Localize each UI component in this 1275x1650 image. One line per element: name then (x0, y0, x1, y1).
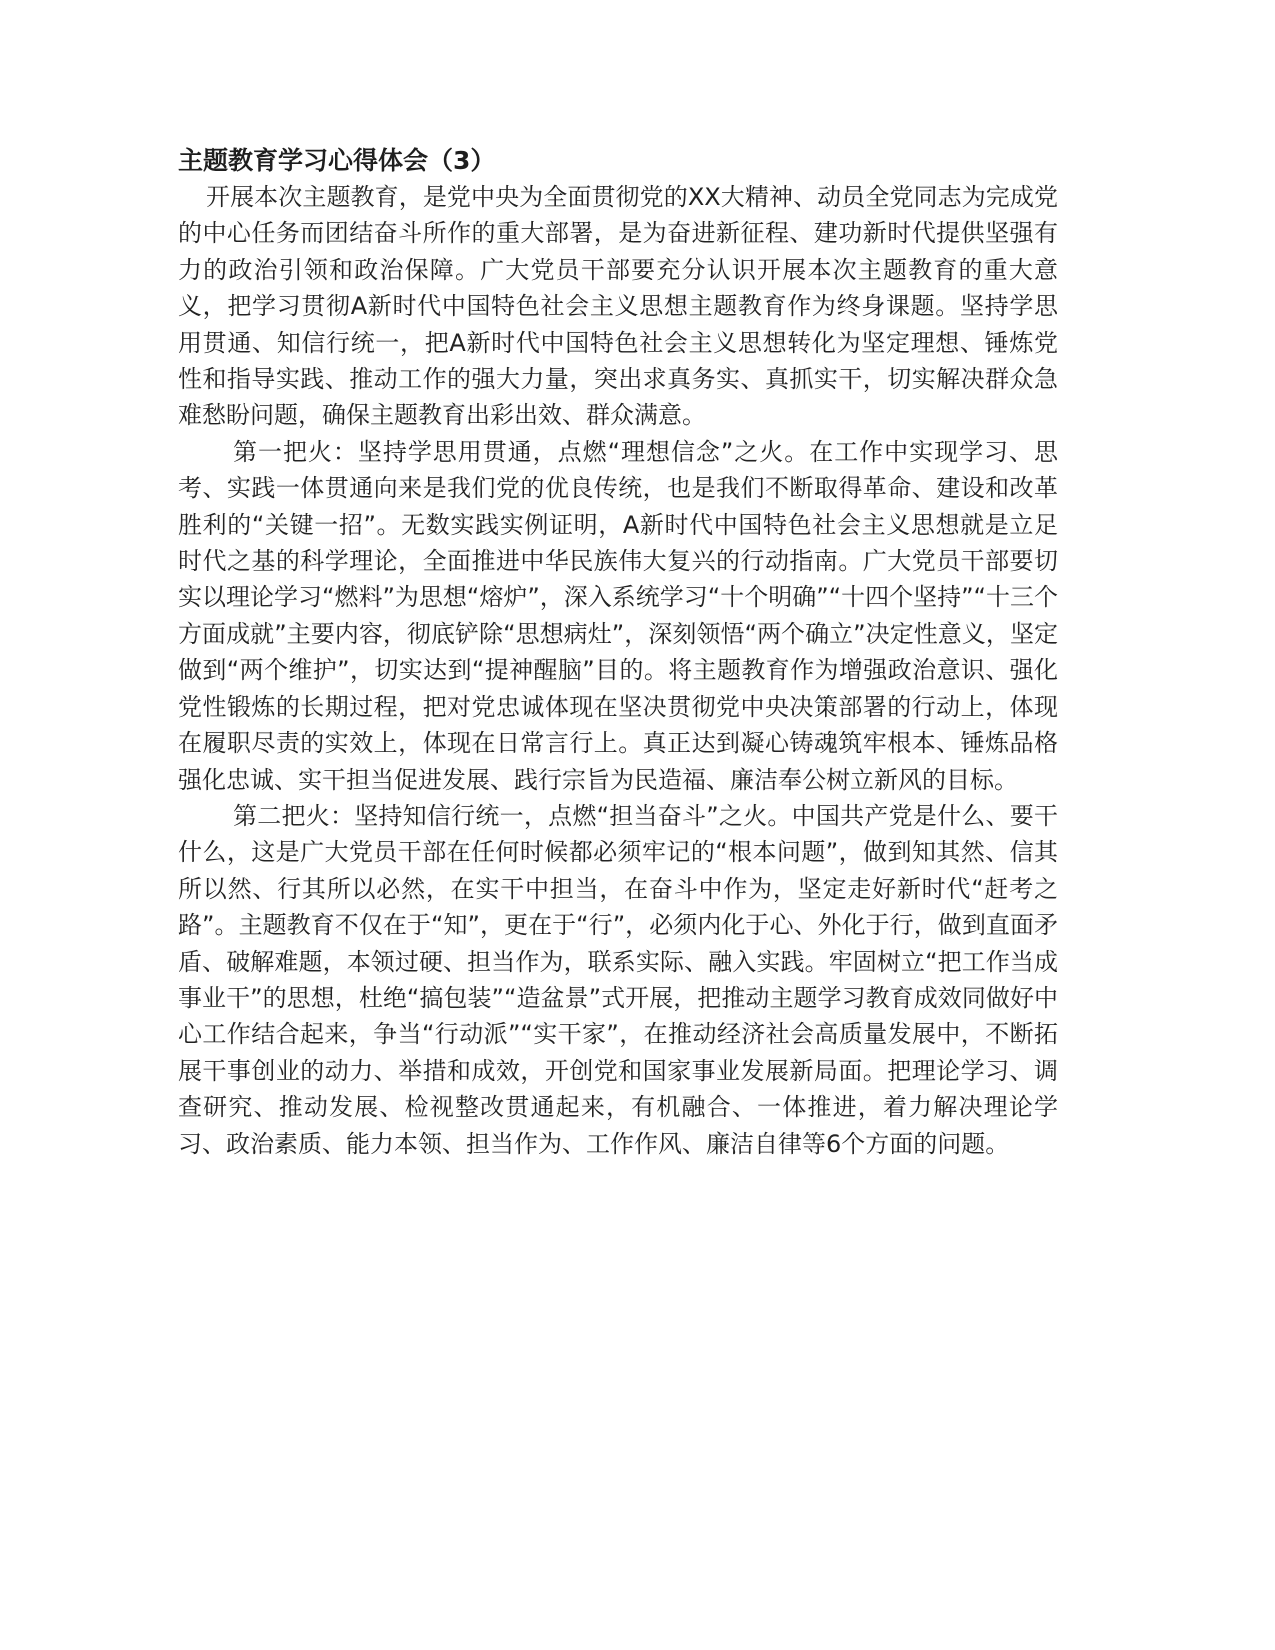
document-page (178, 143, 1058, 1162)
paragraph-intro: 开展本次主题教育，是党中央为全面贯彻党的XX大精神、动员全党同志为完成党的中心任务而团结奋斗所作的重大部署，是为奋进新征程、建功新时代提供坚强有力的政治引领和政治保障。广大党员干部要充分认识开展本次主题教育的重大意义，把学习贯彻A新时代中国特色社会主义思想主题教育作为终身课题。坚持学思用贯通、知信行统一，把A新时代中国特色社会主义思想转化为坚定理想、锤炼党性和指导实践、推动工作的强大力量，突出求真务实、真抓实干，切实解决群众急难愁盼问题，确保主题教育出彩出效、群众满意。 (178, 183, 1058, 430)
document-title: 主题教育学习心得体会（3） (178, 146, 496, 175)
paragraph-first-fire: 第一把火：坚持学思用贯通，点燃“理想信念”之火。在工作中实现学习、思考、实践一体贯通向来是我们党的优良传统，也是我们不断取得革命、建设和改革胜利的“关键一招”。无数实践实例证明，A新时代中国特色社会主义思想就是立足时代之基的科学理论，全面推进中华民族伟大复兴的行动指南。广大党员干部要切实以理论学习“燃料”为思想“熔炉”，深入系统学习“十个明确”“十四个坚持”“十三个方面成就”主要内容，彻底铲除“思想病灶”，深刻领悟“两个确立”决定性意义，坚定做到“两个维护”，切实达到“提神醒脑”目的。将主题教育作为增强政治意识、强化党性锻炼的长期过程，把对党忠诚体现在坚决贯彻党中央决策部署的行动上，体现在履职尽责的实效上，体现在日常言行上。真正达到凝心铸魂筑牢根本、锤炼品格强化忠诚、实干担当促进发展、践行宗旨为民造福、廉洁奉公树立新风的目标。 (178, 437, 1058, 794)
paragraph-second-fire: 第二把火：坚持知信行统一，点燃“担当奋斗”之火。中国共产党是什么、要干什么，这是广大党员干部在任何时候都必须牢记的“根本问题”，做到知其然、信其所以然、行其所以必然，在实干中担当，在奋斗中作为，坚定走好新时代“赶考之路”。主题教育不仅在于“知”，更在于“行”，必须内化于心、外化于行，做到直面矛盾、破解难题，本领过硬、担当作为，联系实际、融入实践。牢固树立“把工作当成事业干”的思想，杜绝“搞包装”“造盆景”式开展，把推动主题学习教育成效同做好中心工作结合起来，争当“行动派”“实干家”，在推动经济社会高质量发展中，不断拓展干事创业的动力、举措和成效，开创党和国家事业发展新局面。把理论学习、调查研究、推动发展、检视整改贯通起来，有机融合、一体推进，着力解决理论学习、政治素质、能力本领、担当作为、工作作风、廉洁自律等6个方面的问题。 (178, 801, 1058, 1158)
